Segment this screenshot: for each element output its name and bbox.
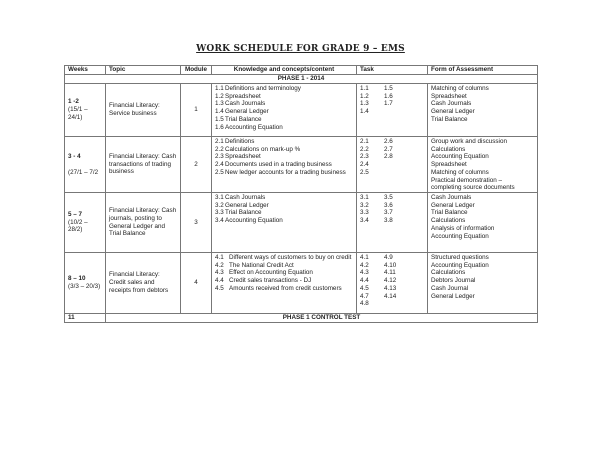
assessment-item: Accounting Equation — [431, 261, 489, 269]
work-schedule-table — [64, 65, 538, 323]
task-number: 1.1 — [360, 85, 369, 92]
content-number: 4.5 — [215, 284, 224, 292]
content-text: Effect on Accounting Equation — [229, 269, 313, 277]
task-number — [384, 108, 414, 116]
weeks-cell — [65, 253, 106, 314]
topic-cell: Financial Literacy: Cash journals, posting to General Ledger and Trial Balance — [106, 193, 181, 253]
header-topic: Topic — [106, 66, 181, 75]
assessment-item: Spreadsheet — [431, 161, 467, 169]
content-text: The National Credit Act — [229, 261, 294, 269]
table-row — [65, 84, 538, 137]
assessment-item: Cash Journal — [431, 284, 469, 292]
weeks-label: 1 -2 — [68, 98, 79, 106]
content-text: Accounting Equation — [225, 217, 283, 225]
content-text: Cash Journals — [225, 100, 266, 108]
module-cell: 3 — [181, 193, 212, 253]
content-number: 4.4 — [215, 277, 224, 285]
weeks-dates: (27/1 – 7/2 — [68, 168, 99, 176]
phase-row — [65, 75, 538, 84]
content-item — [215, 116, 353, 124]
content-item — [215, 202, 353, 210]
content-number: 1.6 — [215, 123, 224, 131]
weeks-dates: (15/1 – 24/1) — [68, 106, 88, 121]
content-cell — [212, 253, 357, 314]
task-cell — [357, 137, 428, 193]
weeks-cell — [65, 84, 106, 137]
content-text: Spreadsheet — [225, 92, 261, 100]
content-text: Definitions — [225, 138, 255, 145]
task-number: 2.4 — [360, 161, 369, 169]
content-text: Cash Journals — [225, 194, 266, 201]
task-number: 1.5 — [384, 85, 393, 92]
content-cell — [212, 137, 357, 193]
content-item — [215, 108, 353, 116]
content-item — [215, 146, 353, 154]
content-text: Credit sales transactions - DJ — [229, 277, 312, 285]
content-cell — [212, 193, 357, 253]
task-grid — [360, 85, 424, 116]
task-number: 2.8 — [384, 153, 393, 161]
task-number: 1.3 — [360, 100, 369, 108]
content-text: New ledger accounts for a trading business — [225, 168, 346, 176]
content-cell — [212, 84, 357, 137]
weeks-label: 8 – 10 — [68, 275, 86, 283]
content-text: Amounts received from credit customers — [229, 284, 342, 292]
topic-cell: Financial Literacy: Service business — [106, 84, 181, 137]
final-row — [65, 314, 538, 323]
content-text: Trial Balance — [225, 209, 262, 217]
task-grid — [360, 138, 424, 177]
task-number: 1.6 — [384, 92, 393, 100]
assessment-item: Matching of columns — [431, 85, 489, 92]
task-number: 3.2 — [360, 201, 369, 209]
content-number: 3.4 — [215, 217, 224, 225]
content-item — [215, 285, 353, 293]
task-number: 2.7 — [384, 145, 393, 153]
task-number: 2.5 — [360, 168, 369, 176]
task-number: 4.5 — [360, 284, 369, 292]
task-number: 4.11 — [384, 269, 396, 277]
table-row — [65, 193, 538, 253]
assessment-item: General Ledger — [431, 201, 475, 209]
task-cell — [357, 253, 428, 314]
task-number: 1.7 — [384, 100, 393, 108]
task-number: 2.3 — [360, 153, 369, 161]
task-number: 2.6 — [384, 138, 393, 145]
task-cell — [357, 193, 428, 253]
content-number: 4.3 — [215, 269, 224, 277]
content-number: 4.1 — [215, 254, 224, 261]
content-number: 2.3 — [215, 153, 224, 161]
task-number: 4.3 — [360, 269, 369, 277]
content-text: Calculations on mark-up % — [225, 145, 301, 153]
task-number — [384, 161, 414, 169]
weeks-cell — [65, 137, 106, 193]
content-item — [215, 161, 353, 169]
content-item — [215, 277, 353, 285]
assessment-item: Structured questions — [431, 254, 489, 261]
task-number: 2.2 — [360, 145, 369, 153]
header-task: Task — [357, 66, 428, 75]
assessment-item: Calculations — [431, 269, 466, 277]
content-number: 1.2 — [215, 92, 224, 100]
assessment-cell — [428, 253, 538, 314]
task-number: 4.7 — [360, 292, 369, 300]
content-number: 2.2 — [215, 145, 224, 153]
weeks-cell — [65, 193, 106, 253]
assessment-item: Spreadsheet — [431, 92, 467, 100]
content-number: 1.4 — [215, 108, 224, 116]
content-item — [215, 217, 353, 225]
table-row — [65, 137, 538, 193]
content-item — [215, 100, 353, 108]
topic-cell: Financial Literacy: Cash transactions of trading business — [106, 137, 181, 193]
assessment-item: Calculations — [431, 217, 466, 225]
task-number: 3.3 — [360, 209, 369, 217]
module-cell: 1 — [181, 84, 212, 137]
assessment-item: Practical demonstration – completing source documents — [431, 176, 515, 192]
content-number: 3.2 — [215, 201, 224, 209]
task-number: 3.8 — [384, 217, 393, 225]
task-number: 4.4 — [360, 277, 369, 285]
content-number: 1.3 — [215, 100, 224, 108]
task-cell — [357, 84, 428, 137]
content-number: 2.1 — [215, 138, 224, 145]
topic-cell: Financial Literacy: Credit sales and receipts from debtors — [106, 253, 181, 314]
header-weeks: Weeks — [65, 66, 106, 75]
task-number: 4.8 — [360, 300, 369, 308]
content-number: 2.4 — [215, 161, 224, 169]
assessment-item: Group work and discussion — [431, 138, 507, 145]
assessment-cell — [428, 193, 538, 253]
weeks-dates: (10/2 – 28/2) — [68, 218, 88, 234]
phase-label: PHASE 1 - 2014 — [65, 75, 538, 84]
task-number: 4.14 — [384, 292, 397, 300]
assessment-item: Debtors Journal — [431, 277, 476, 285]
content-text: Definitions and terminology — [225, 85, 301, 92]
task-number: 1.2 — [360, 92, 369, 100]
header-content: Knowledge and concepts/content — [212, 66, 357, 75]
weeks-label: 5 – 7 — [68, 210, 83, 218]
content-number: 3.1 — [215, 194, 224, 201]
content-item — [215, 209, 353, 217]
content-item — [215, 85, 353, 93]
module-cell: 4 — [181, 253, 212, 314]
task-number: 3.1 — [360, 194, 369, 201]
assessment-cell — [428, 84, 538, 137]
content-text: Documents used in a trading business — [225, 161, 332, 169]
content-text: Trial Balance — [225, 115, 262, 123]
content-item — [215, 169, 353, 177]
task-number: 3.7 — [384, 209, 393, 217]
assessment-item: General Ledger — [431, 292, 475, 300]
assessment-item: Matching of columns — [431, 168, 489, 176]
content-text: General Ledger — [225, 201, 269, 209]
content-item — [215, 269, 353, 277]
task-number: 2.1 — [360, 138, 369, 145]
task-number: 4.1 — [360, 254, 369, 261]
assessment-item: General Ledger — [431, 108, 475, 116]
task-grid — [360, 194, 424, 225]
task-number: 1.4 — [360, 108, 369, 116]
content-item — [215, 93, 353, 101]
task-number: 4.10 — [384, 261, 397, 269]
assessment-item: Accounting Equation — [431, 153, 489, 161]
content-number: 3.3 — [215, 209, 224, 217]
content-item — [215, 194, 353, 202]
assessment-item: Analysis of information — [431, 224, 495, 232]
content-number: 1.5 — [215, 115, 224, 123]
content-item — [215, 124, 353, 132]
assessment-item: Cash Journals — [431, 194, 472, 201]
weeks-label: 3 - 4 — [68, 152, 81, 160]
assessment-item: Cash Journals — [431, 100, 472, 108]
content-text: Accounting Equation — [225, 123, 283, 131]
content-text: General Ledger — [225, 108, 269, 116]
task-number: 3.4 — [360, 217, 369, 225]
content-number: 2.5 — [215, 168, 224, 176]
assessment-item: Accounting Equation — [431, 232, 489, 240]
task-number: 4.13 — [384, 284, 397, 292]
task-number: 4.12 — [384, 277, 397, 285]
header-module: Module — [181, 66, 212, 75]
module-cell: 2 — [181, 137, 212, 193]
header-assessment: Form of Assessment — [428, 66, 538, 75]
weeks-dates: (3/3 – 20/3) — [68, 283, 101, 290]
content-text: Different ways of customers to buy on credit — [229, 254, 352, 261]
content-number: 1.1 — [215, 85, 224, 92]
task-number: 3.6 — [384, 201, 393, 209]
task-number: 3.5 — [384, 194, 393, 201]
content-number: 4.2 — [215, 261, 224, 269]
table-row — [65, 253, 538, 314]
assessment-item: Trial Balance — [431, 115, 468, 123]
content-item — [215, 262, 353, 270]
task-number: 4.2 — [360, 261, 369, 269]
page-title: WORK SCHEDULE FOR GRADE 9 – EMS — [196, 44, 405, 54]
content-text: Spreadsheet — [225, 153, 261, 161]
assessment-item: Trial Balance — [431, 209, 468, 217]
task-number — [384, 300, 414, 308]
content-item — [215, 254, 353, 262]
task-grid — [360, 254, 424, 308]
header-row — [65, 66, 538, 75]
task-number — [384, 169, 414, 177]
content-item — [215, 138, 353, 146]
assessment-cell — [428, 137, 538, 193]
final-label: PHASE 1 CONTROL TEST — [106, 314, 538, 323]
final-weeks: 11 — [65, 314, 106, 323]
task-number: 4.9 — [384, 254, 393, 261]
content-item — [215, 153, 353, 161]
assessment-item: Calculations — [431, 145, 466, 153]
